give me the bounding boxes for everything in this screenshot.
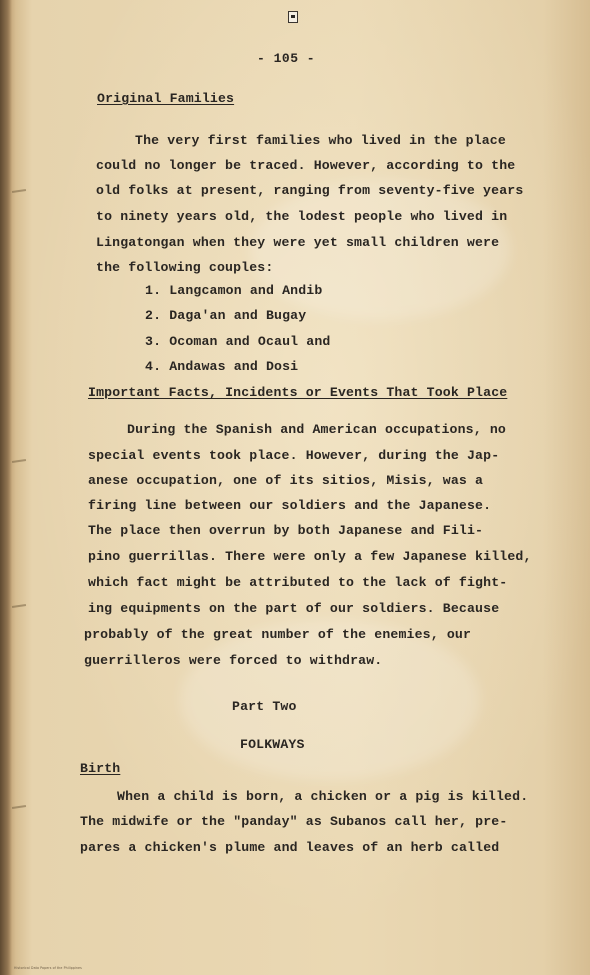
couple-list-item: 1. Langcamon and Andib — [145, 283, 323, 298]
paragraph-line: guerrilleros were forced to withdraw. — [84, 653, 383, 668]
paragraph-line: could no longer be traced. However, according to the — [96, 158, 516, 173]
paragraph-line: to ninety years old, the lodest people who lived in — [96, 209, 508, 224]
paper-stain — [180, 620, 480, 780]
margin-mark — [12, 189, 26, 193]
paragraph-line: The very first families who lived in the place — [135, 133, 506, 148]
heading-birth: Birth — [80, 761, 121, 776]
paragraph-line: When a child is born, a chicken or a pig is killed. — [117, 789, 529, 804]
paragraph-line: which fact might be attributed to the lack of fight- — [88, 575, 508, 590]
margin-mark — [12, 459, 26, 463]
couple-list-item: 3. Ocoman and Ocaul and — [145, 334, 331, 349]
margin-mark — [12, 805, 26, 809]
paragraph-line: the following couples: — [96, 260, 274, 275]
paragraph-line: firing line between our soldiers and the Japanese. — [88, 498, 492, 513]
couple-list-item: 2. Daga'an and Bugay — [145, 308, 307, 323]
page-tab-marker — [288, 11, 298, 23]
paragraph-line: Lingatongan when they were yet small children were — [96, 235, 500, 250]
paragraph-line: special events took place. However, during the Jap- — [88, 448, 500, 463]
paragraph-line: anese occupation, one of its sitios, Misis, was a — [88, 473, 484, 488]
paragraph-line: pares a chicken's plume and leaves of an herb called — [80, 840, 500, 855]
paragraph-line: During the Spanish and American occupations, no — [127, 422, 506, 437]
footer-stamp: Historical Data Papers of the Philippines — [14, 966, 82, 970]
paragraph-line: probably of the great number of the enemies, our — [84, 627, 472, 642]
paper-stain — [250, 180, 510, 320]
paragraph-line: The midwife or the "panday" as Subanos call her, pre- — [80, 814, 508, 829]
heading-important-facts: Important Facts, Incidents or Events That Took Place — [88, 385, 508, 400]
margin-mark — [12, 604, 26, 608]
page-number: - 105 - — [257, 51, 316, 66]
part-subtitle: FOLKWAYS — [240, 737, 305, 752]
paragraph-line: The place then overrun by both Japanese and Fili- — [88, 523, 484, 538]
paragraph-line: pino guerrillas. There were only a few Japanese killed, — [88, 549, 532, 564]
couple-list-item: 4. Andawas and Dosi — [145, 359, 299, 374]
heading-original-families: Original Families — [97, 91, 235, 106]
part-title: Part Two — [232, 699, 297, 714]
paragraph-line: old folks at present, ranging from seventy-five years — [96, 183, 524, 198]
paragraph-line: ing equipments on the part of our soldiers. Because — [88, 601, 500, 616]
binding-edge — [0, 0, 12, 975]
